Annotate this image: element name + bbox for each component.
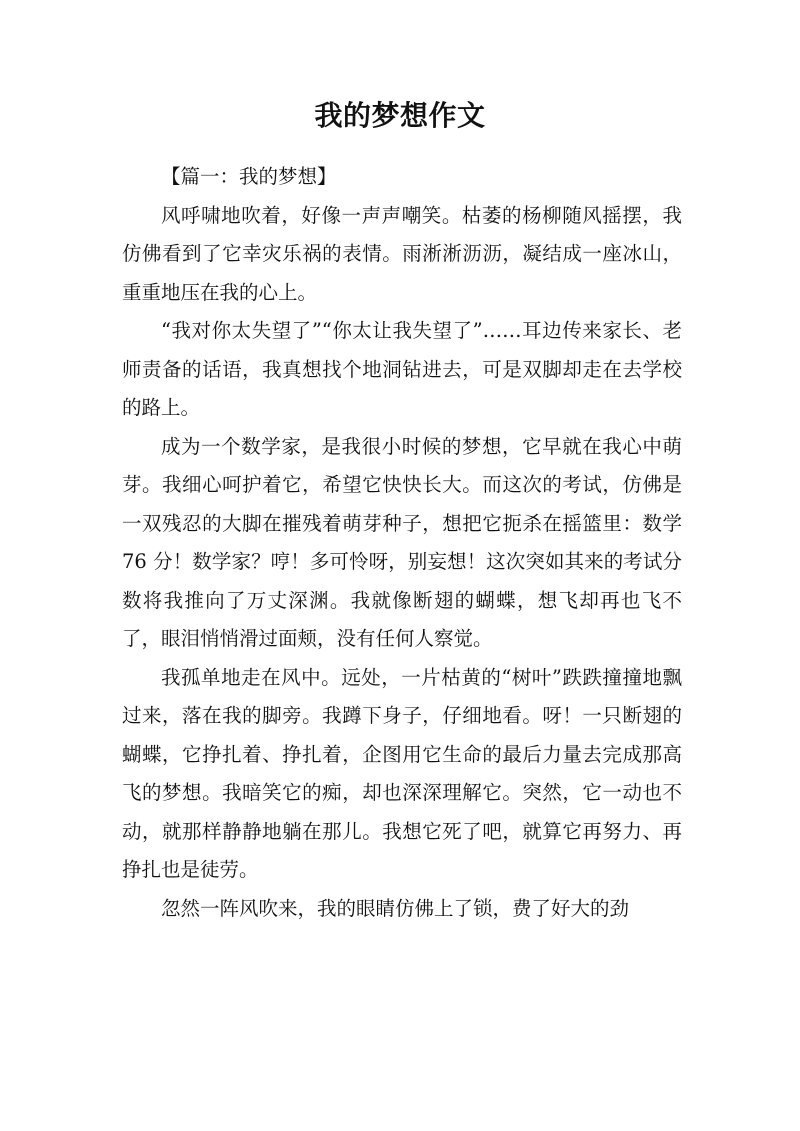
paragraph-2: “我对你太失望了”“你太让我失望了”……耳边传来家长、老师责备的话语，我真想找个地洞钻进去，可是双脚却走在去学校的路上。 bbox=[122, 319, 682, 419]
document-body bbox=[122, 158, 682, 928]
section-heading: 【篇一：我的梦想】 bbox=[161, 165, 337, 188]
document-title: 我的梦想作文 bbox=[314, 99, 486, 132]
paragraph-3: 成为一个数学家，是我很小时候的梦想，它早就在我心中萌芽。我细心呵护着它，希望它快快长大。而这次的考试，仿佛是一双残忍的大脚在摧残着萌芽种子，想把它扼杀在摇篮里：数学 76 分！数学家？哼！多可怜呀，别妄想！这次突如其来的考试分数将我推向了万丈深渊。我就像断翅的蝴蝶，想飞却再也飞不了，眼泪悄悄滑过面颊，没有任何人察觉。 bbox=[122, 434, 682, 650]
paragraph-5: 忽然一阵风吹来，我的眼睛仿佛上了锁，费了好大的劲 bbox=[161, 896, 630, 920]
paragraph-4: 我孤单地走在风中。远处，一片枯黄的“树叶”跌跌撞撞地飘过来，落在我的脚旁。我蹲下身子，仔细地看。呀！一只断翅的蝴蝶，它挣扎着、挣扎着，企图用它生命的最后力量去完成那高飞的梦想。我暗笑它的痴，却也深深理解它。突然，它一动也不动，就那样静静地躺在那儿。我想它死了吧，就算它再努力、再挣扎也是徒劳。 bbox=[122, 665, 682, 881]
paragraph-1: 风呼啸地吹着，好像一声声嘲笑。枯萎的杨柳随风摇摆，我仿佛看到了它幸灾乐祸的表情。雨淅淅沥沥，凝结成一座冰山，重重地压在我的心上。 bbox=[122, 203, 682, 304]
